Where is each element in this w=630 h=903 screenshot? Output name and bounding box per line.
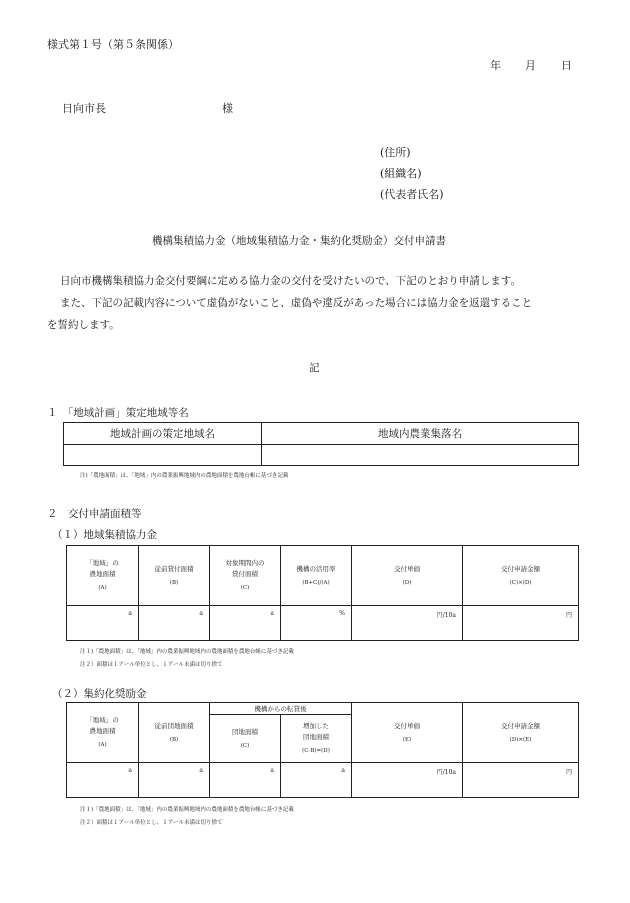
sub2-header-prior-block: 従前団地面積 (B)	[139, 703, 210, 763]
sub1-table	[66, 545, 579, 641]
sub2-header-unit-price: 交付単価 (E)	[352, 703, 463, 763]
recipient-honorific: 様	[222, 102, 233, 115]
section2-heading: ２ 交付申請面積等	[47, 508, 142, 520]
sub2-value-amount[interactable]: 円	[463, 763, 579, 798]
body-para1: 日向市機構集積協力金交付要綱に定める協力金の交付を受けたいので、下記のとおり申請します。	[60, 275, 521, 287]
section1-heading: １ 「地域計画」策定地域等名	[47, 407, 189, 419]
ki-mark: 記	[309, 362, 320, 374]
recipient-name: 日向市長	[62, 102, 106, 115]
sub2-value-unit-price[interactable]: 円/10a	[352, 763, 463, 798]
sub2-header-increased-block: 増加した 団地面積 (C-B)=(D)	[281, 715, 352, 763]
sub1-heading: （１）地域集積協力金	[52, 529, 157, 541]
sub1-header-period-lease: 対象期間内の 貸付面積 (C)	[210, 546, 281, 606]
sub2-note-1: 注１)「農地面積」は、「地域」内の農業振興地域内の農地面積を農地台帳に基づき記載	[80, 807, 294, 813]
sub1-value-usage-rate[interactable]: %	[281, 606, 352, 641]
sub2-value-increased-block[interactable]: a	[281, 763, 352, 798]
section1-note: 注)「農地面積」は、「地域」内の農業振興地域内の農地面積を農地台帳に基づき記載	[80, 473, 289, 479]
applicant-representative: (代表者氏名)	[380, 188, 444, 201]
sub1-value-unit-price[interactable]: 円/10a	[352, 606, 463, 641]
sub2-heading: （２）集約化奨励金	[52, 688, 147, 700]
sub1-header-amount: 交付申請金額 (C)×(D)	[463, 546, 579, 606]
date-year: 年	[490, 59, 501, 72]
sub2-header-group-after-sublease: 機構からの転貸後	[210, 703, 352, 715]
sub1-note-2: 注２）面積は１アール単位とし、１アール未満は切り捨て	[80, 662, 223, 668]
section1-header-area: 地域計画の策定地域名	[64, 423, 262, 445]
applicant-address: (住所)	[380, 146, 411, 159]
sub2-value-farmland-area[interactable]: a	[67, 763, 139, 798]
sub2-note-2: 注２）面積は１アール単位とし、１アール未満は切り捨て	[80, 820, 223, 826]
section1-table	[63, 422, 579, 466]
sub2-header-amount: 交付申請金額 (D)×(E)	[463, 703, 579, 763]
form-number: 様式第１号（第５条関係）	[47, 38, 179, 51]
sub1-header-usage-rate: 機構の活用率 (B+C)/(A)	[281, 546, 352, 606]
sub1-value-prior-lease[interactable]: a	[139, 606, 210, 641]
sub1-note-1: 注１)「農地面積」は、「地域」内の農業振興地域内の農地面積を農地台帳に基づき記載	[80, 649, 294, 655]
sub2-header-block-area: 団地面積 (C)	[210, 715, 281, 763]
date-month: 月	[525, 59, 536, 72]
date-day: 日	[561, 59, 572, 72]
body-para2-line1: また、下記の記載内容について虚偽がないこと、虚偽や違反があった場合には協力金を返還すること	[60, 297, 533, 309]
sub2-table	[66, 702, 579, 798]
sub2-value-block-area[interactable]: a	[210, 763, 281, 798]
sub1-value-period-lease[interactable]: a	[210, 606, 281, 641]
section1-cell-area[interactable]	[64, 445, 262, 466]
sub2-value-prior-block[interactable]: a	[139, 763, 210, 798]
body-para2-line2: を誓約します。	[47, 319, 120, 331]
sub1-header-farmland-area: 「地域」の 農地面積 (A)	[67, 546, 139, 606]
document-title: 機構集積協力金（地域集積協力金・集約化奨励金）交付申請書	[152, 235, 446, 247]
section1-header-villages: 地域内農業集落名	[262, 423, 579, 445]
sub2-header-farmland-area: 「地域」の 農地面積 (A)	[67, 703, 139, 763]
sub1-value-farmland-area[interactable]: a	[67, 606, 139, 641]
sub1-header-unit-price: 交付単価 (D)	[352, 546, 463, 606]
section1-cell-villages[interactable]	[262, 445, 579, 466]
applicant-organization: (組織名)	[380, 167, 422, 180]
sub1-value-amount[interactable]: 円	[463, 606, 579, 641]
sub1-header-prior-lease: 従前貸付面積 (B)	[139, 546, 210, 606]
